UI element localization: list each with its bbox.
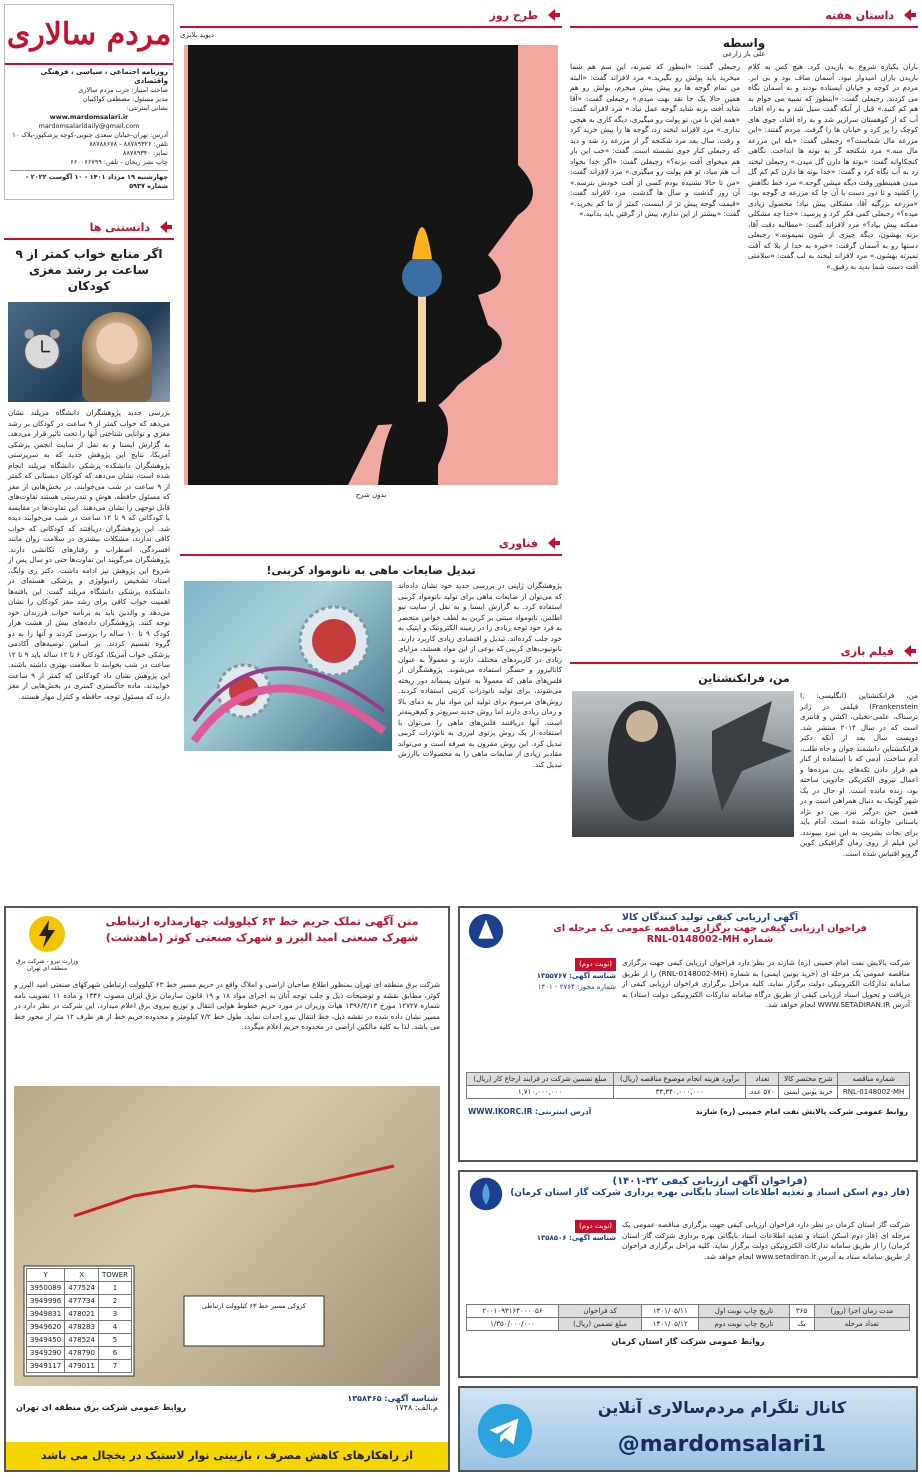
gas-table-cell: مبلغ تضمین (ریال) [558,1318,641,1331]
tarh-header [180,4,562,28]
child-figure [82,312,152,402]
gas-table-cell: ۱۴۰۱/۰۵/۱۱ [642,1305,699,1318]
telegram-icon [476,1402,534,1460]
story-label: داستان هفته [821,9,898,22]
tech-body: پژوهشگران ژاپنی در بررسی جدید خود نشان داده‌اند که می‌توان از ضایعات ماهی برای تولید نانومواد کربنی استفاده کرد. به گزارش ایسنا و به نقل از سایت نیو اطلس، نانومواد مبتنی بر کربن به لطف خواص منحصر به فرد خود توجه زیادی را در زمینه الکترونیک و اپتیک به خود جلب کرده‌اند. تبدیل و اقتصادی زیادی کاربرد دارند. نانوتیوب‌های کربنی که نوعی از این مواد هستند، مزایای زیادی در کاربردهای مختلف دارند و معمولاً به عنوان کاتالیزور و حسگر استفاده می‌شوند. پژوهشگران از فلس‌های ماهی که معمولاً به عنوان پسماند دور ریخته می‌شوند، برای تولید نانوذرات کربنی استفاده کردند. روش‌های مرسوم برای تولید این مواد نیاز به دمای بالا و زمان زیادی دارند اما روش جدید سریع‌تر و کم‌هزینه‌تر است. آنها دریافتند فلس‌های ماهی را می‌توان با استفاده از یک روش پرتوی لیزری به نانوذرات کربنی تبدیل کرد. این روش مقرون به صرفه است و می‌تواند مقادیر زیادی از ضایعات ماهی را به محصولات باارزش تبدیل کند. [398,581,562,769]
gas-table-cell: ۳۶۵ [789,1305,814,1318]
gas-table-cell: ۱۴۰۱/۰۵/۱۲ [642,1318,699,1331]
story-header [570,4,918,28]
ad-gas-serial: شناسه آگهی: ۱۳۵۸۵۰۶ [536,1234,616,1242]
science-title: اگر منابع خواب کمتر از ۹ ساعت بر رشد مغزی کودکان [15,247,163,293]
ad-refinery-body: شرکت پالایش نفت امام خمینی (ره) شازند در نظر دارد فراخوان ارزیابی کیفی جهت برگزاری مناقصه عمومی یک مرحله ای (خرید یونین ایمنی) به شماره (RNL-0148002-MH) را از طریق سامانه تدارکات الکترونیکی دولت برگزار نماید. کلیه مراحل برگزاری فراخوان ارزیابی کیفی از دریافت و تحویل اسناد ارزیابی کیفی از طریق درگاه سامانه تدارکات الکترونیکی دولت (ستاد) به آدرس WWW.SETADIRAN.IR انجام خواهد شد. [622,958,911,1009]
film-body: من، فرانکنشتاین (انگلیسی: I, Frankenstein) فیلمی در ژانر ترسناک، علمی-تخیلی، اکشن و فانتزی است که در سال ۲۰۱۴ منتشر شد. دویست سال بعد از آنکه دکتر فرانکنشتاین دانشمند جوان و جاه طلب، آدم ساخت، آدمی که با استفاده از کنار هم قرار دادن تکه‌های بدن مرده‌ها و اعمال نیروی الکتریکی جادویی ساخته بود، زنده مانده است. او حال در یک شهر گوتیک به دنبال همراهی است و در همین حین درگیر نبرد بین دو نژاد باستانی جاودانه شده است. آدام باید برای نجات بشریت به این نبرد بپیوندد. این فیلم از روی رمان گرافیکی کوین گرویو اقتباس شده است. [800,691,918,858]
tower-cell: 477524 [65,1282,99,1295]
gas-company-logo-icon [468,1176,504,1212]
cartoon-drawing [188,45,558,485]
map-caption: کروکی مسیر خط ۶۳ کیلوولت ارتباطی [201,1302,307,1310]
masthead-print: چاپ نشر ریحان - تلفن: ۶۶۰۰۶۶۷۹۹ [70,158,168,166]
ad-power-subtitle: شهرک صنعتی امید البرز و شهرک صنعتی کوثر (ماهدشت) [105,931,419,944]
ad-gas-body: شرکت گاز استان کرمان در نظر دارد فراخوان ارزیابی کیفی جهت برگزاری مناقصه عمومی یک مرحله ای (فاز دوم اسکن اسناد و تغذیه اطلاعات اسناد بایگانی بهره برداری شرکت گاز استان کرمان) را از طریق سامانه تدارکات الکترونیکی دولت برگزار نماید. کلیه مراحل برگزاری فراخوان از طریق سامانه ستاد به آدرس www.setadiran.ir انجام خواهد شد. [622,1220,910,1261]
gas-table-cell: تعداد مرحله [814,1318,909,1331]
tech-section [180,532,562,896]
gas-table-cell: ۱/۳۵۰/۰۰۰/۰۰۰ [467,1318,559,1331]
science-header [4,216,174,240]
science-photo [8,302,170,402]
refinery-table-head: برآورد هزینه انجام موضوع مناقصه (ریال) [613,1073,745,1086]
film-section [570,640,918,896]
tower-head-2: X [65,1269,99,1282]
masthead-address: آدرس: تهران-خیابان سعدی جنوبی-کوچه پزشکپور-پلاک ۱۰ [12,131,168,139]
ad-power-banner: از راهکارهای کاهش مصرف ، بازیینی نوار لاستیک در یخچال می باشد [6,1442,448,1470]
tarh-artist: دیوید بلانزی [180,31,214,39]
story-column-right: باران یکباره شروع به باریدن کرد. هیچ کس به کلام باریدن باران امیدوار نبود. آسمان صاف بود و بی ابر. مردم در کوچه و خیابان ایستاده بودند و به آسمان نگاه می کردند. رجبعلی گفت: «اینطور که تمبیه می خوام به هم کم کنید.» قبل از آنکه گفت سیل شد و به راه افتاد. آب که از کوهستان سرازیر شد و به راه افتاد، جوی های کوچک را پر کرد و خیابان ها را گرفت. مردم گفتند: «این مزرعه مال شماست؟» رجبعلی گفت: «بله این مزرعه مال منه.» مرد شکنجه گر به بوته ها انداخت. نگاهی کنجکاوانه گفت: «بوته ها دارن گل میدن.» رجبعلی لبخند زد به آب نگاه کرد و گفت: «خدا بوته ها دارن کم کم گل میدن همینطور وقت دیگه میشن گوجه.» مرد خط نگاهش را کشید و تا دور دست با آن جا که مزرعه ی گوجه بود. «مزرعه بزرگیه آقا، مشکلی پیش نیاد؛ محصول زیادی میده؟» رجبعلی کمی فکر کرد و پرسید: «خدا چه مشکلی ممکنه پیش بیاد؟» مرد لافزاند گفت: «مطالبه دقت آقا، بزنه بهشون، دیگه چیزی از شون نمیمونه.» رجبعلی دستها رو به آسمان گرفت: «خیره به خدا از بلا که آفت تمیزته بهشون.» مرد لافزاند لبخند به لب گفت: «سلامتی آفت دست شما بدید به رفیق.» [748,62,918,271]
tower-cell: 3949450 [27,1334,65,1347]
tower-cell: 7 [98,1360,131,1373]
tower-cell: 6 [98,1347,131,1360]
refinery-table-head: شرح مختصر کالا [779,1073,838,1086]
cartoon-image [184,45,558,485]
ad-power-org: وزارت نیرو - شرکت برق منطقه ای تهران [15,958,79,972]
ad-gas-table [466,1304,910,1331]
gas-table-cell: تاریخ چاپ نوبت دوم [699,1318,789,1331]
globe-match-head [402,257,442,297]
tower-cell: 3949290 [27,1347,65,1360]
telegram-title: کانال تلگرام مردم‌سالاری آنلاین [597,1398,847,1417]
section-arrow-icon [546,7,562,23]
tower-head-3: Y [27,1269,65,1282]
masthead-logo [5,5,173,63]
face-silhouette [188,45,533,485]
tower-cell: 5 [98,1334,131,1347]
tavanir-logo-icon [27,914,67,954]
refinery-table-cell: ۱,۷۱۰,۰۰۰,۰۰۰ [467,1086,614,1099]
tower-cell: 3949996 [27,1295,65,1308]
masthead-issue-date: چهارشنبه ۱۹ مرداد ۱۴۰۱ - ۱۰ آگوست ۲۰۲۲ - شماره ۵۹۳۷ [10,170,168,191]
ad-refinery [458,906,918,1162]
tower-cell: 477734 [65,1295,99,1308]
masthead-email[interactable]: mardomsalaridaily@gmail.com [38,122,140,130]
ad-refinery-footer: روابط عمومی شرکت پالایش نفت امام خمینی (ره) شازند [695,1107,908,1116]
ad-power-body: شرکت برق منطقه ای تهران بمنظور اطلاع صاحبان اراضی و املاک واقع در حریم مسیر خط ۶۳ کیلوولت ارتباطی شهرکهای صنعتی امید البرز و کوثر، مطابق نقشه و توضیحات ذیل و جلب توجه آنان به اجرای مواد ۱۸ و ۱۹ قانون سازمان برق ایران مصوب ۱۳۴۶ و ماده ۱۱ تصویب نامه شماره ۱۲۷۲۷ مورخ ۱۳۹۶/۳/۱۳ هیات وزیران در مورد حریم خطوط هوایی انتقال و توزیع نیروی برق اعلام میدارد، این شرکت در نظر دارد در مسیر نشان داده شده در نقشه ذیل، خط انتقال نیرو احداث نماید. طول خط ۷/۲ کیلومتر و محدوده حریم خط از هر طرف ۱۲ متر از محور خط می باشد. لذا به کلیه مالکین اراضی در محدوده حریم اعلام میگردد. [14,980,441,1031]
ad-gas-subtitle: (فاز دوم اسکن اسناد و تغذیه اطلاعات اسناد بایگانی بهره برداری شرکت گاز استان کرمان) [510,1188,910,1198]
gas-table-cell: تاریخ چاپ نوبت اول [699,1305,789,1318]
tech-label: فناوری [495,537,542,550]
masthead-owner: صاحب امتیاز: حزب مردم سالاری [78,86,168,94]
ad-refinery-title: آگهی ارزیابی کیفی تولید کنندگان کالا [621,912,799,923]
ad-refinery-serial2: شماره مجوز: ۲۷۶۴ - ۱۴۰۱ [537,983,616,991]
tower-cell: 3949117 [27,1360,65,1373]
ad-refinery-badge: (نوبت دوم) [575,958,616,971]
ad-power-serial: شناسه آگهی: ۱۳۵۸۴۶۵ [347,1394,438,1403]
refinery-table-head: شماره مناقصه [838,1073,910,1086]
refinery-table-cell: RNL-0148002-MH [838,1086,910,1099]
tower-cell: 479011 [65,1360,99,1373]
ad-refinery-subtitle: فراخوان ارزیابی کیفی جهت برگزاری مناقصه عمومی یک مرحله ای [553,923,867,934]
science-body: بررسی جدید پژوهشگران دانشگاه مریلند نشان می‌دهد که خواب کمتر از ۹ ساعت در کودکان بر رشد مغزی و توانایی شناختی آنها را تحت تاثیر قرار می‌دهد. به گزارش ایسنا و به نقل از سایت انجمن پزشکی آمریکا، نتایج این پژوهش جدید که به سرپرستی پژوهشگران دانشکده پزشکی دانشگاه مریلند انجام شده است، نشان می‌دهد که کودکان دبستانی که کمتر از ۹ ساعت در شب می‌خوابند، در بخش‌هایی از مغز که مسئول حافظه، هوش و تندرستی هستند تفاوت‌های قابل توجهی را نشان می‌دهند. این تفاوت‌ها در مقایسه با کودکانی که ۹ تا ۱۲ ساعت در شب می‌خوابند دیده شد. این پژوهشگران دریافتند که کودکانی که خواب کافی ندارند، مشکلات بیشتری در سلامت روان مانند افسردگی، اضطراب و رفتارهای تکانشی دارند. پژوهشگران می‌گویند این تفاوت‌ها حتی دو سال پس از شروع این پژوهش نیز ادامه داشت. دکتر زی وانگ، استاد تشخیص رادیولوژی و پزشکی هسته‌ای در دانشکده پزشکی دانشگاه مریلند گفت: این یافته‌ها اهمیت خواب کافی برای رشد مغز کودکان را نشان می‌دهد و والدین باید به برنامه خواب فرزندان خود توجه کنند. پژوهشگران داده‌های بیش از هشت هزار کودک ۹ تا ۱۰ ساله را بررسی کردند و آنها را به دو گروه تقسیم کردند. بر اساس توصیه‌های آکادمی پزشکی خواب آمریکا، کودکان ۶ تا ۱۲ ساله باید ۹ تا ۱۲ ساعت در شب بخوابند تا سلامت بهتری داشته باشند. این پژوهش نشان داد کودکانی که کمتر از ۹ ساعت خوابیدند، ماده خاکستری کمتری در بخش‌هایی از مغز دارند که مسئول توجه، حافظه و کنترل مهار هستند. [8,408,171,701]
masthead [4,4,174,200]
refinery-table-head: مبلغ تضمین شرکت در فرایند ارجاع کار (ریال) [467,1073,614,1086]
tower-cell: 1 [98,1282,131,1295]
refinery-table-cell: ۵۷۰ عدد [746,1086,779,1099]
refinery-logo-icon [467,912,505,950]
tower-cell: 2 [98,1295,131,1308]
tower-cell: 478021 [65,1308,99,1321]
ad-gas [458,1170,918,1378]
tower-cell: 3950089 [27,1282,65,1295]
masthead-site[interactable]: www.mardomsalari.ir [49,113,129,121]
film-header [570,640,918,664]
ad-refinery-number: شماره RNL-0148002-MH [646,934,774,945]
ad-power-title: متن آگهی تملک حریم خط ۶۳ کیلوولت چهارمداره ارتباطی [105,915,419,928]
gas-table-cell: مدت زمان اجرا (روز) [814,1305,909,1318]
ad-refinery-site[interactable]: آدرس اینترنتی: WWW.IKORC.IR [468,1107,592,1116]
tarh-caption: بدون شرح [355,491,387,499]
tower-cell: 478790 [65,1347,99,1360]
tower-cell: 3949831 [27,1308,65,1321]
film-poster [572,691,794,837]
telegram-banner[interactable] [458,1386,918,1472]
tower-cell: 3949620 [27,1321,65,1334]
masthead-phone: تلفن: ۸۸۷۸۹۳۲۶ - ۸۸۷۸۸۶۷۸ [89,140,168,148]
logo-text: مردم سالاری [6,16,172,52]
tower-head-1: TOWER [98,1269,131,1282]
tower-cell: 4 [98,1321,131,1334]
tech-image [184,581,392,751]
ad-refinery-table [466,1072,910,1099]
gas-table-cell: یک [789,1318,814,1331]
tower-cell: 3 [98,1308,131,1321]
story-title: واسطه [722,36,766,50]
science-section [4,216,174,896]
refinery-table-head: تعداد [746,1073,779,1086]
film-label: فیلم بازی [837,645,898,658]
tarh-label: طرح روز [486,9,542,22]
tower-cell: 478283 [65,1321,99,1334]
section-arrow-icon [546,535,562,551]
tarh-section [180,4,562,516]
section-arrow-icon [158,219,174,235]
story-column-left: رجبعلی گفت: «اینطور که تمیزنه، این سم هم شما میخرید باید پولش رو بگیرید.» مرد لافزاند گفت: «البته من تمام گوجه ها رو پیش پیش میخرم، پولش رو هم همین حالا یک جا نقد بهت میدم.» رجبعلی گفت: «آقا شاید آفت بزنه شاید گوجه عمل نیاد.» مرد لافزاند گفت: «همه اش با من، تو پولت رو میگیری، دیگه کاری به هیچی نداری.» مرد لافزاند لبخند زد، گوجه ها را پیش خرید کرد و رفت. سال بعد مرد شکنجه گر از مزرعه رد شد و دید که رجبعلی کنار جوی نشسته است. گفت: «خب این بار هم میخوای آفت بزنه؟» رجبعلی گفت: «اگر خدا بخواد آب هم میاد، تو هم پولت رو میگیری.» مرد لافزاند گفت: «من تا حالا نشنیده بودم کسی از آفت خودش بترسه.» آن روز گذشت و سال ها گذشت. مرد لافزاند گفت: «قیمت گوجه پیش تر از اینست، کمتر از ما کم بخرید.» گفت: «بیشتر از این ندارم، پیش از گرفتن باید بدانید.» [570,62,740,218]
tower-table [26,1268,132,1373]
section-arrow-icon [902,7,918,23]
tech-title: تبدیل ضایعات ماهی به نانومواد کربنی! [266,564,476,577]
poster-drawing [572,691,794,837]
ad-power-map [14,1086,440,1386]
ad-power-line [4,906,450,1472]
ad-gas-footer: روابط عمومی شرکت گاز استان کرمان [611,1337,765,1346]
section-arrow-icon [902,643,918,659]
story-section [570,4,918,628]
ad-power-footer: روابط عمومی شرکت برق منطقه ای تهران [16,1403,187,1412]
masthead-fax: نمابر: ۸۸۷۸۹۳۴۰ [122,149,168,157]
masthead-site-title: نشانی اینترنتی: [126,104,168,112]
masthead-subtitle: روزنامه اجتماعی ، سیاسی ، فرهنگی واقتصادی [40,68,168,85]
gas-table-cell: کد فراخوان [558,1305,641,1318]
ad-gas-badge: (نوبت دوم) [575,1220,616,1233]
ad-gas-title: (فراخوان آگهی ارزیابی کیفی ۳۲-۱۴۰۱) [612,1176,808,1187]
story-author: علی باز زارعی [722,50,766,58]
ad-refinery-serial: شناسه آگهی: ۱۳۵۵۷۶۷ [536,972,616,980]
refinery-table-cell: خرید یونین ایمنی [779,1086,838,1099]
nanoparticle-illustration [184,581,392,751]
telegram-handle[interactable]: @mardomsalari1 [617,1432,827,1457]
ad-power-code: م.الف: ۱۷۴۸ [395,1403,438,1412]
alarm-clock-icon [18,326,66,374]
tower-cell: 478524 [65,1334,99,1347]
tech-header [180,532,562,556]
masthead-director: مدیر مسئول: مصطفی کواکبیان [82,95,168,103]
science-label: دانستنی ها [86,221,154,234]
gas-table-cell: ۲۰۰۱۰۹۳۱۶۴۰۰۰۰۵۶ [467,1305,559,1318]
refinery-table-cell: ۳۴,۳۴۰,۰۰۰,۰۰۰ [613,1086,745,1099]
film-title: من، فرانکنشتاین [698,672,790,685]
